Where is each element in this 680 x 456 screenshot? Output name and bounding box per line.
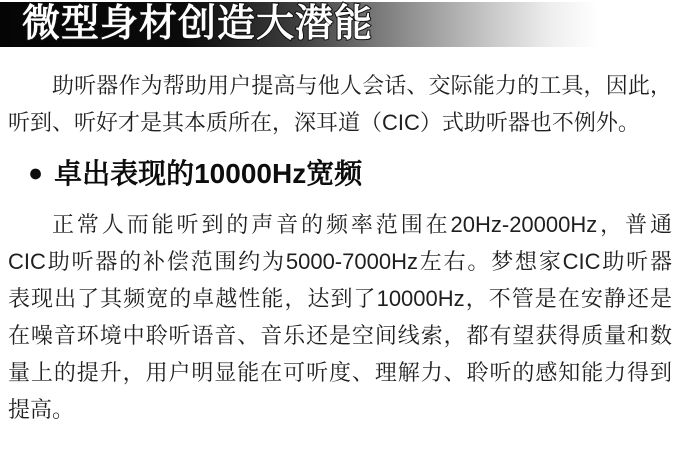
body-line-3: 表现出了其频宽的卓越性能，达到了10000Hz，不管是在安静还是 bbox=[8, 286, 672, 311]
intro-line-2: 听到、听好才是其本质所在，深耳道（CIC）式助听器也不例外。 bbox=[8, 110, 640, 135]
title-banner bbox=[0, 2, 680, 47]
body-paragraph bbox=[8, 206, 672, 428]
section-heading: 卓出表现的10000Hz宽频 bbox=[54, 158, 363, 189]
body-line-1: 正常人而能听到的声音的频率范围在20Hz-20000Hz，普通 bbox=[52, 212, 672, 237]
bullet-icon: ● bbox=[28, 159, 44, 187]
body-line-6: 提高。 bbox=[8, 397, 75, 422]
body-line-4: 在噪音环境中聆听语音、音乐还是空间线索，都有望获得质量和数 bbox=[8, 323, 672, 348]
intro-line-1: 助听器作为帮助用户提高与他人会话、交际能力的工具，因此， bbox=[52, 73, 672, 98]
page-title: 微型身材创造大潜能 bbox=[22, 3, 374, 45]
intro-paragraph bbox=[8, 67, 672, 141]
body-line-5: 量上的提升，用户明显能在可听度、理解力、聆听的感知能力得到 bbox=[8, 360, 672, 385]
section-heading-row bbox=[28, 155, 672, 193]
body-line-2: CIC助听器的补偿范围约为5000-7000Hz左右。梦想家CIC助听器 bbox=[8, 249, 672, 274]
